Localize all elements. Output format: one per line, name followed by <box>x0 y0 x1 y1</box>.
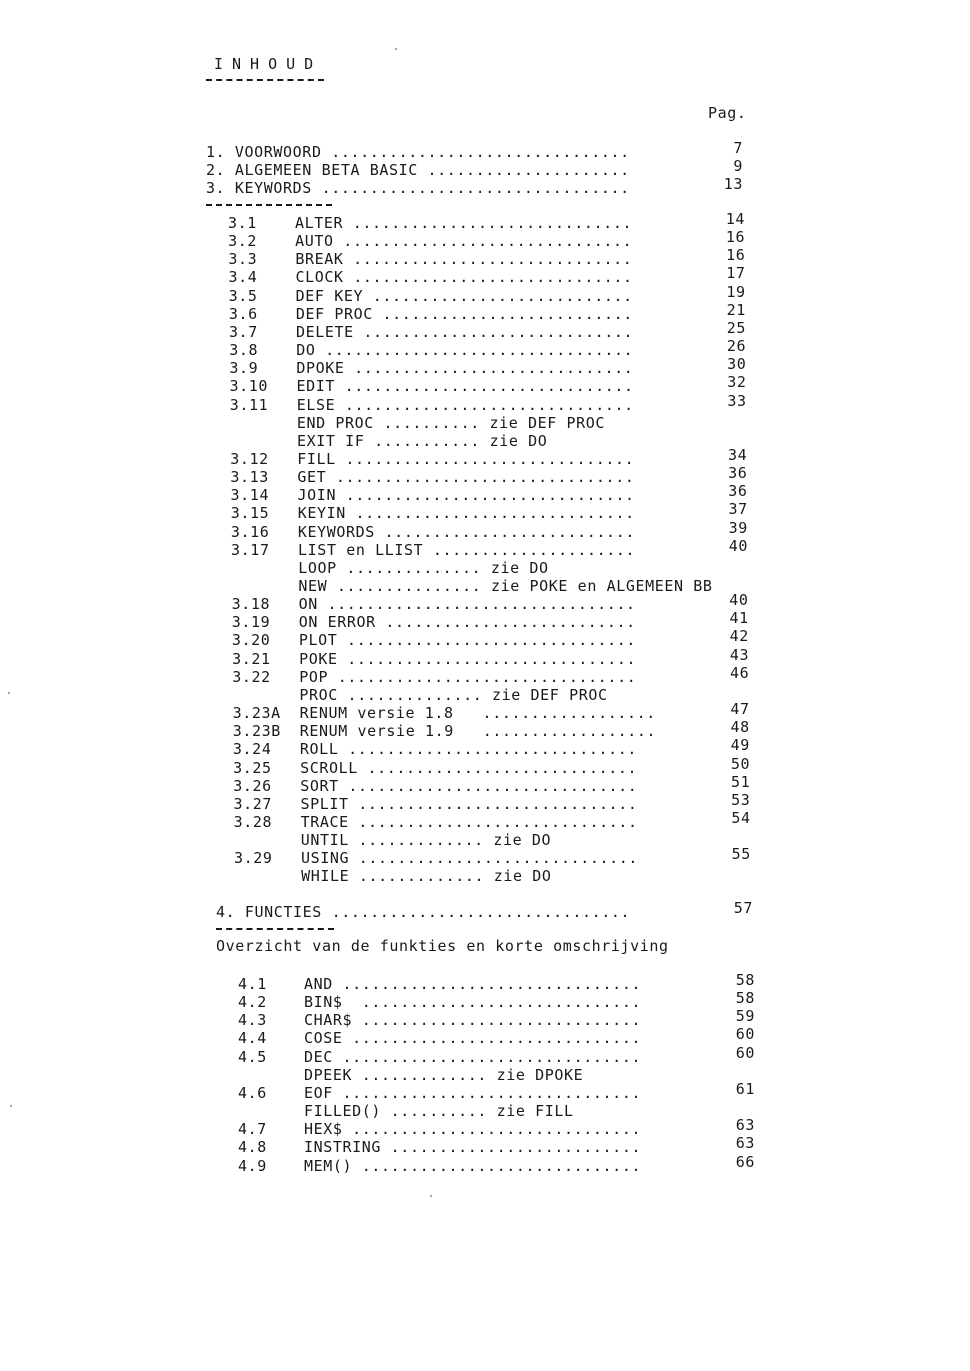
section-page: 9 <box>733 157 743 175</box>
function-entry: DEC ............................... <box>304 1048 642 1066</box>
keyword-number: 3.22 <box>232 668 271 686</box>
functions-heading: 4. FUNCTIES ............................... <box>216 903 631 921</box>
keyword-entry: END PROC .......... zie DEF PROC <box>296 414 606 432</box>
function-entry: INSTRING .......................... <box>304 1138 642 1156</box>
function-page: 59 <box>735 1007 755 1025</box>
keyword-number: 3.23A <box>232 704 281 722</box>
function-number: 4.2 <box>238 993 267 1011</box>
keyword-page: 32 <box>727 373 747 391</box>
keyword-entry: GET ............................... <box>297 468 635 486</box>
keyword-number: 3.6 <box>228 305 258 323</box>
keyword-page: 16 <box>726 246 746 264</box>
keyword-entry: DEF KEY ........................... <box>295 287 633 305</box>
functions-subtitle: Overzicht van de funkties en korte omschrijving <box>216 937 669 955</box>
keyword-page: 54 <box>731 809 751 827</box>
keyword-entry: SORT .............................. <box>300 777 638 795</box>
keyword-number: 3.16 <box>230 523 270 541</box>
keyword-entry: EXIT IF ........... zie DO <box>297 432 548 450</box>
keyword-page: 19 <box>726 283 746 301</box>
keyword-page: 30 <box>727 355 747 373</box>
keyword-entry: DO ................................ <box>296 341 634 359</box>
keyword-page: 34 <box>727 446 748 464</box>
keyword-number: 3.19 <box>231 613 271 631</box>
function-entry: HEX$ .............................. <box>304 1120 642 1138</box>
function-number: 4.9 <box>238 1157 267 1175</box>
function-number: 4.5 <box>238 1048 267 1066</box>
keyword-page: 41 <box>729 609 749 627</box>
section-entry: 3. KEYWORDS ................................ <box>206 179 630 197</box>
function-page: 58 <box>735 971 755 989</box>
keyword-page: 49 <box>730 736 750 754</box>
functions-heading-page: 57 <box>733 899 753 917</box>
keyword-entry: PROC .............. zie DEF PROC <box>299 686 608 704</box>
function-page: 66 <box>735 1153 755 1171</box>
keyword-entry: POP ............................... <box>299 668 637 686</box>
keyword-number: 3.12 <box>230 450 269 468</box>
keyword-entry: WHILE ............. zie DO <box>301 867 552 885</box>
function-number: 4.4 <box>238 1029 267 1047</box>
keyword-entry: USING ............................. <box>300 849 639 867</box>
keyword-page: 50 <box>730 755 751 773</box>
keyword-entry: FILL .............................. <box>297 450 635 468</box>
function-page: 63 <box>735 1134 755 1152</box>
keyword-number: 3.26 <box>233 777 272 795</box>
function-entry: BIN$ ............................. <box>304 993 642 1011</box>
scan-speck <box>430 1195 432 1197</box>
keyword-number: 3.23B <box>232 722 281 740</box>
keyword-number: 3.21 <box>232 650 271 668</box>
function-number: 4.8 <box>238 1138 267 1156</box>
keyword-page: 37 <box>728 500 748 518</box>
function-entry: EOF ............................... <box>304 1084 642 1102</box>
function-entry: CHAR$ ............................. <box>304 1011 642 1029</box>
function-page: 60 <box>735 1025 755 1043</box>
keyword-entry: LIST en LLIST ..................... <box>298 541 636 559</box>
keyword-page: 42 <box>729 627 749 645</box>
keywords-underline <box>206 204 332 206</box>
scan-speck <box>8 692 10 694</box>
keyword-page: 48 <box>730 718 750 736</box>
keyword-entry: CLOCK ............................. <box>295 268 633 286</box>
keyword-page: 53 <box>731 791 751 809</box>
pag-label: Pag. <box>708 104 747 122</box>
keyword-number: 3.10 <box>229 377 269 395</box>
keyword-number: 3.24 <box>232 740 272 758</box>
keyword-entry: ON ................................ <box>298 595 636 613</box>
keyword-entry: UNTIL ............. zie DO <box>300 831 552 849</box>
function-number: 4.7 <box>238 1120 267 1138</box>
keyword-number: 3.7 <box>229 323 258 341</box>
keyword-entry: RENUM versie 1.9 .................. <box>299 722 657 740</box>
keyword-page: 46 <box>729 664 750 682</box>
keyword-number: 3.1 <box>228 214 257 232</box>
section-page: 13 <box>723 175 743 193</box>
keyword-entry: ON ERROR .......................... <box>298 613 636 631</box>
keyword-page: 40 <box>728 537 749 555</box>
keyword-number: 3.29 <box>233 849 273 867</box>
function-entry: FILLED() .......... zie FILL <box>304 1102 574 1120</box>
keyword-entry: ELSE .............................. <box>296 396 634 414</box>
keyword-number: 3.25 <box>233 759 272 777</box>
keyword-number: 3.15 <box>230 504 270 522</box>
keyword-page: 43 <box>729 646 750 664</box>
keyword-entry: DEF PROC .......................... <box>295 305 633 323</box>
function-page: 60 <box>735 1044 755 1062</box>
keyword-entry: DPOKE ............................. <box>296 359 634 377</box>
keyword-page: 25 <box>726 319 747 337</box>
keyword-number: 3.8 <box>229 341 259 359</box>
keyword-entry: LOOP .............. zie DO <box>298 559 549 577</box>
keyword-page: 14 <box>725 210 745 228</box>
page-title: INHOUD <box>214 55 323 73</box>
function-number: 4.3 <box>238 1011 267 1029</box>
keyword-number: 3.17 <box>231 541 270 559</box>
function-page: 58 <box>735 989 755 1007</box>
section-entry: 1. VOORWOORD ............................... <box>206 143 630 161</box>
keyword-page: 33 <box>727 392 747 410</box>
functions-underline <box>216 928 334 930</box>
keyword-number: 3.13 <box>230 468 269 486</box>
keyword-number: 3.11 <box>229 396 269 414</box>
function-entry: MEM() ............................. <box>304 1157 642 1175</box>
function-number: 4.6 <box>238 1084 267 1102</box>
keyword-entry: RENUM versie 1.8 .................. <box>299 704 656 722</box>
keyword-page: 26 <box>726 337 747 355</box>
keyword-page: 36 <box>728 464 748 482</box>
keyword-page: 47 <box>730 700 750 718</box>
function-number: 4.1 <box>238 975 267 993</box>
keyword-page: 55 <box>731 845 751 863</box>
keyword-number: 3.4 <box>228 268 258 286</box>
keyword-number: 3.2 <box>228 232 258 250</box>
function-entry: AND ............................... <box>304 975 642 993</box>
keyword-page: 16 <box>725 228 746 246</box>
section-entry: 2. ALGEMEEN BETA BASIC ..................... <box>206 161 630 179</box>
section-page: 7 <box>733 139 743 157</box>
keyword-entry: TRACE ............................. <box>300 813 638 831</box>
keyword-number: 3.9 <box>229 359 259 377</box>
keyword-number: 3.18 <box>231 595 271 613</box>
keyword-entry: SPLIT ............................. <box>300 795 638 813</box>
keyword-number: 3.27 <box>233 795 272 813</box>
keyword-entry: KEYIN ............................. <box>297 504 635 522</box>
scan-speck <box>395 48 397 50</box>
keyword-page: 40 <box>729 591 749 609</box>
title-underline <box>206 79 324 81</box>
keyword-entry: POKE .............................. <box>299 650 637 668</box>
keyword-page: 21 <box>726 301 746 319</box>
scan-speck <box>10 1105 12 1107</box>
keyword-page: 51 <box>731 773 751 791</box>
function-entry: COSE .............................. <box>304 1029 642 1047</box>
keyword-page: 39 <box>728 519 748 537</box>
keyword-entry: SCROLL ............................ <box>300 759 638 777</box>
keyword-number: 3.3 <box>228 250 258 268</box>
keyword-entry: NEW ............... zie POKE en ALGEMEEN BB <box>298 577 713 595</box>
keyword-page: 36 <box>728 482 748 500</box>
keyword-entry: EDIT .............................. <box>296 377 634 395</box>
keyword-number: 3.20 <box>231 631 271 649</box>
keyword-number: 3.28 <box>233 813 273 831</box>
keyword-number: 3.5 <box>228 287 258 305</box>
keyword-entry: DELETE ............................ <box>296 323 634 341</box>
keyword-entry: ALTER ............................. <box>295 214 633 232</box>
keyword-entry: JOIN .............................. <box>297 486 635 504</box>
function-entry: DPEEK ............. zie DPOKE <box>304 1066 584 1084</box>
keyword-entry: PLOT .............................. <box>298 631 636 649</box>
keyword-entry: ROLL .............................. <box>299 740 637 758</box>
keyword-number: 3.14 <box>230 486 270 504</box>
keyword-entry: KEYWORDS .......................... <box>297 523 635 541</box>
keyword-page: 17 <box>726 264 746 282</box>
keyword-entry: BREAK ............................. <box>295 250 633 268</box>
keyword-entry: AUTO .............................. <box>295 232 633 250</box>
function-page: 61 <box>735 1080 755 1098</box>
function-page: 63 <box>735 1116 755 1134</box>
